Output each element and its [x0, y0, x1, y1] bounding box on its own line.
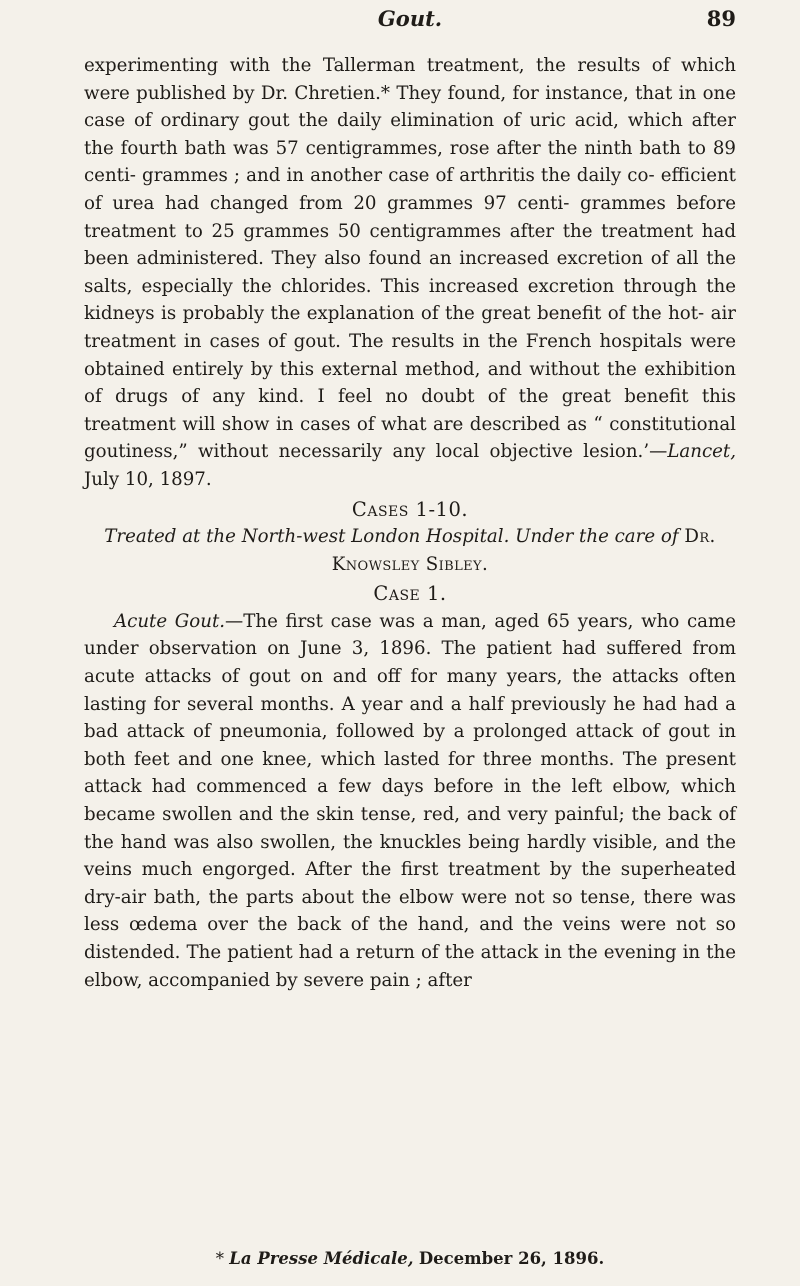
footnote-marker: * — [215, 1249, 225, 1268]
section-heading: Cases 1-10. — [351, 497, 469, 521]
quote-paragraph — [84, 52, 736, 494]
case-lead-title: Acute Gout. — [114, 610, 226, 632]
quote-source: Lancet, — [667, 441, 736, 463]
body-text — [84, 52, 736, 994]
footnote-journal: La Presse Médicale, — [229, 1249, 414, 1268]
section-sub-italic: Treated at the North-west London Hospital. Under the care of — [104, 526, 679, 548]
case-heading: Case 1. — [373, 582, 447, 606]
case-paragraph — [84, 608, 736, 994]
running-title: Gout. — [377, 6, 443, 31]
footnote-date: December 26, 1896. — [418, 1249, 605, 1268]
running-head — [84, 6, 736, 36]
quote-text: experimenting with the Tallerman treatment, the results of which were published by Dr. Chretien.* They found, for instance, that in one case of ordinary gout the daily elimination of uric acid, which after the fourth bath was 57 centigrammes, rose after the ninth bath to 89 centi- grammes ; and in another case of arthritis the daily co- efficient of urea had changed from 20 grammes 97 centi- grammes before treatment to 25 grammes 50 centigrammes after the treatment had been administered. They also found an increased excretion of all the salts, especially the chlorides. This increased excretion through the kidneys is probably the explanation of the great benefit of the hot- air treatment in cases of gout. The results in the French hospitals were obtained entirely by this external method, and without the exhibition of drugs of any kind. I feel no doubt of the great benefit this treatment will show in cases of what are described as “ constitutional goutiness,” without necessarily any local objective lesion.’— — [84, 55, 736, 463]
quote-date: July 10, 1897. — [84, 468, 212, 490]
page-number: 89 — [706, 6, 736, 31]
footnote — [84, 1249, 736, 1268]
section-sub-name: Dr. Knowsley Sibley. — [331, 526, 716, 575]
case-text: —The first case was a man, aged 65 years, who came under observation on June 3, 1896. The patient had suffered from acute attacks of gout on and off for many years, the attacks often lasting for several months. A year and a half previously he had had a bad attack of pneumonia, followed by a prolonged attack of gout in both feet and one knee, which lasted for three months. The present attack had commenced a few days before in the left elbow, which became swollen and the skin tense, red, and very painful; the back of the hand was also swollen, the knuckles being hardly visible, and the veins much engorged. After the first treatment by the superheated dry-air bath, the parts about the elbow were not so tense, there was less œdema over the back of the hand, and the veins were not so distended. The patient had a return of the attack in the evening in the elbow, accompanied by severe pain ; after — [84, 610, 736, 991]
section-subheading — [94, 523, 726, 578]
